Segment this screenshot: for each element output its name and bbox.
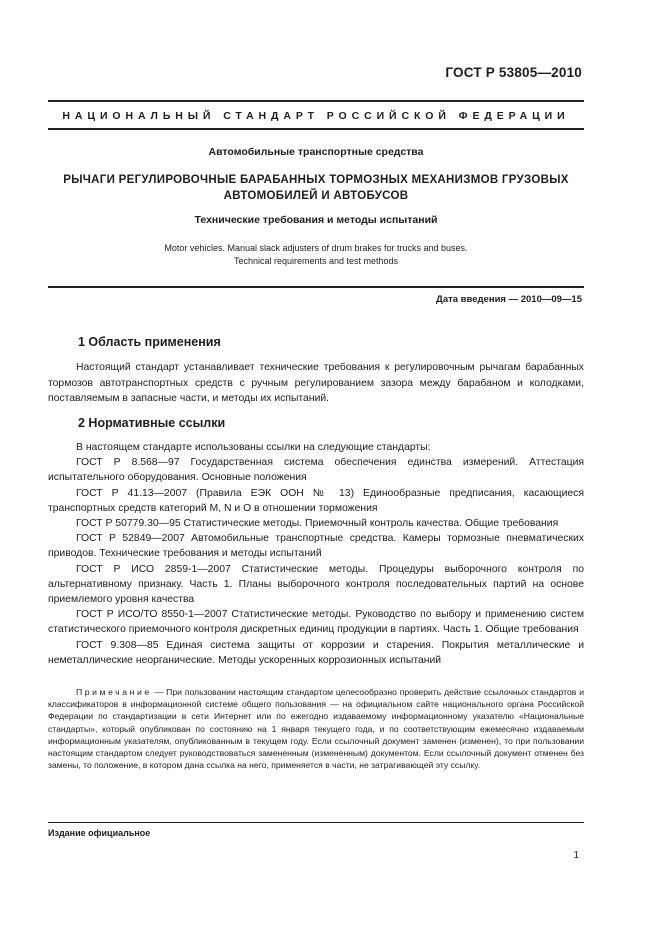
references-intro: В настоящем стандарте использованы ссылки на следующие стандарты: [76, 442, 431, 453]
standard-category: Автомобильные транспортные средства [208, 146, 424, 158]
standard-subtitle: Технические требования и методы испытаний [194, 214, 438, 226]
header-rule-bottom [48, 128, 584, 130]
note-text: — При пользовании настоящим стандартом целесообразно проверить действие ссылочных стандартов и классификаторов в информационной системе общего пользования — на официальном сайте национального органа Российской Федерации по стандартизации в сети Интернет или по ежегодно издаваемому информационному указателю «Национальные стандарты», который опубликован по состоянию на 1 января текущего года, и по соответствующим ежемесячно издаваемым информационным указателям, опубликованным в текущем году. Если ссылочный документ заменен (изменен), то при пользовании настоящим стандартом следует руководствоваться замененным (измененным) документом. Если ссылочный документ отменен без замены, то положение, в котором дана ссылка на него, применяется в части, не затрагивающей эту ссылку. [48, 687, 584, 771]
reference-item: ГОСТ Р ИСО 2859-1—2007 Статистические методы. Процедуры выборочного контроля по альтернативному признаку. Часть 1. Планы выборочного контроля последовательных партий на основе приемлемого уровня качества [48, 563, 584, 606]
document-code: ГОСТ Р 53805—2010 [445, 65, 582, 80]
reference-item: ГОСТ Р ИСО/ТО 8550-1—2007 Статистические методы. Руководство по выбору и применению систем статистического приемочного контроля дискретных единиц продукции в партиях. Часть 1. Общие требования [48, 609, 584, 636]
date-rule [48, 286, 584, 288]
reference-item: ГОСТ Р 8.568—97 Государственная система обеспечения единства измерений. Аттестация испытательного оборудования. Основные положения [48, 457, 584, 484]
english-title-line-1: Motor vehicles. Manual slack adjusters of drum brakes for trucks and buses. [164, 243, 468, 253]
note-label: Примечание [76, 687, 152, 697]
references-list [48, 440, 584, 668]
section-1-heading: 1 Область применения [78, 335, 221, 349]
standard-title-line-2: АВТОМОБИЛЕЙ И АВТОБУСОВ [223, 190, 409, 202]
reference-item: ГОСТ 9.308—85 Единая система защиты от коррозии и старения. Покрытия металлические и неметаллические неорганические. Методы ускоренных коррозионных испытаний [48, 639, 584, 666]
national-standard-banner: НАЦИОНАЛЬНЫЙ СТАНДАРТ РОССИЙСКОЙ ФЕДЕРАЦИИ [62, 110, 570, 122]
official-edition-label: Издание официальное [48, 828, 151, 838]
footer-rule [48, 822, 584, 823]
section-1-text: Настоящий стандарт устанавливает технические требования к регулировочным рычагам барабанных тормозов автотранспортных средств с ручным регулированием зазора между барабаном и колодками, поставляемым в запасные части, и методы их испытаний. [48, 362, 584, 405]
reference-item: ГОСТ Р 52849—2007 Автомобильные транспортные средства. Камеры тормозные пневматических приводов. Технические требования и методы испытаний [48, 533, 584, 560]
reference-item: ГОСТ Р 41.13—2007 (Правила ЕЭК ООН № 13) Единообразные предписания, касающиеся транспортных средств категорий M, N и O в отношении торможения [48, 487, 584, 514]
english-title-line-2: Technical requirements and test methods [233, 256, 399, 266]
section-2-heading: 2 Нормативные ссылки [78, 416, 226, 430]
standard-title-line-1: РЫЧАГИ РЕГУЛИРОВОЧНЫЕ БАРАБАННЫХ ТОРМОЗНЫХ МЕХАНИЗМОВ ГРУЗОВЫХ [63, 174, 569, 186]
standard-title [48, 172, 584, 204]
note-block [48, 686, 584, 771]
english-title [48, 242, 584, 268]
header-rule-top [48, 100, 584, 102]
page-number: 1 [573, 850, 579, 861]
introduction-date: Дата введения — 2010—09—15 [436, 294, 582, 305]
reference-item: ГОСТ Р 50779.30—95 Статистические методы. Приемочный контроль качества. Общие требования [76, 518, 559, 530]
